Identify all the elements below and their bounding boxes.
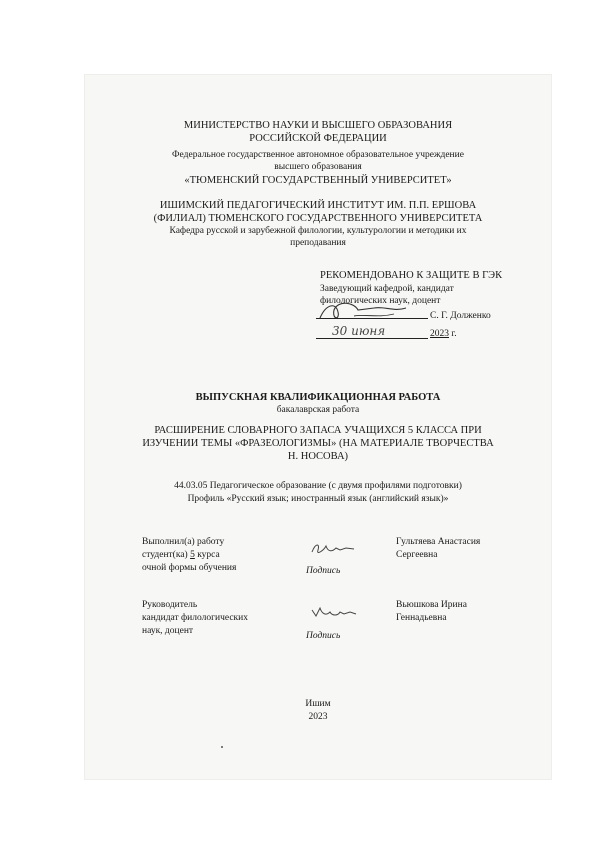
university-name: «ТЮМЕНСКИЙ ГОСУДАРСТВЕННЫЙ УНИВЕРСИТЕТ» bbox=[184, 175, 452, 186]
supervisor-line-1: Руководитель bbox=[142, 600, 198, 610]
work-type: ВЫПУСКНАЯ КВАЛИФИКАЦИОННАЯ РАБОТА bbox=[195, 392, 441, 403]
document-page bbox=[84, 74, 552, 780]
program-line-2: Профиль «Русский язык; иностранный язык (английский язык)» bbox=[187, 494, 449, 504]
institution-line-1: Федеральное государственное автономное образовательное учреждение bbox=[172, 150, 464, 160]
student-suffix: курса bbox=[197, 550, 220, 560]
supervisor-signature-icon bbox=[310, 604, 360, 622]
supervisor-signature-label: Подпись bbox=[306, 631, 341, 641]
institute-line-1: ИШИМСКИЙ ПЕДАГОГИЧЕСКИЙ ИНСТИТУТ ИМ. П.П. ЕРШОВА bbox=[159, 200, 477, 211]
supervisor-name-line-2: Геннадьевна bbox=[396, 613, 447, 623]
work-subtype: бакалаврская работа bbox=[276, 405, 360, 415]
department-line-1: Кафедра русской и зарубежной филологии, культурологии и методики их bbox=[169, 226, 467, 236]
department-line-2: преподавания bbox=[290, 238, 346, 248]
head-signature-icon bbox=[314, 298, 434, 326]
supervisor-name-line-1: Вьюшкова Ирина bbox=[396, 600, 467, 610]
handwritten-date: 30 июня bbox=[332, 324, 386, 338]
date-line bbox=[316, 338, 428, 339]
recommended-label: РЕКОМЕНДОВАНО К ЗАЩИТЕ В ГЭК bbox=[320, 270, 503, 281]
student-line-1: Выполнил(а) работу bbox=[142, 537, 225, 547]
program-line-1: 44.03.05 Педагогическое образование (с двумя профилями подготовки) bbox=[174, 481, 462, 491]
course-number: 5 bbox=[190, 550, 195, 560]
student-signature-label: Подпись bbox=[306, 566, 341, 576]
head-position-line-2: филологических наук, доцент bbox=[320, 296, 441, 306]
student-name-line-1: Гультяева Анастасия bbox=[396, 537, 481, 547]
student-signature-icon bbox=[310, 540, 360, 558]
head-position-line-1: Заведующий кафедрой, кандидат bbox=[320, 284, 454, 294]
student-name-line-2: Сергеевна bbox=[396, 550, 438, 560]
work-title-line-2: ИЗУЧЕНИИ ТЕМЫ «ФРАЗЕОЛОГИЗМЫ» (НА МАТЕРИАЛЕ ТВОРЧЕСТВА bbox=[142, 438, 494, 449]
approval-year: 2023 bbox=[430, 329, 449, 339]
approval-year-suffix: г. bbox=[451, 329, 457, 339]
ministry-line-1: МИНИСТЕРСТВО НАУКИ И ВЫСШЕГО ОБРАЗОВАНИЯ bbox=[183, 120, 453, 131]
work-title-line-1: РАСШИРЕНИЕ СЛОВАРНОГО ЗАПАСА УЧАЩИХСЯ 5 КЛАССА ПРИ bbox=[154, 425, 482, 436]
supervisor-line-3: наук, доцент bbox=[142, 626, 194, 636]
student-line-2 bbox=[142, 549, 220, 561]
head-name: С. Г. Долженко bbox=[430, 311, 491, 321]
institute-line-2: (ФИЛИАЛ) ТЮМЕНСКОГО ГОСУДАРСТВЕННОГО УНИВЕРСИТЕТА bbox=[153, 213, 483, 224]
institution-line-2: высшего образования bbox=[274, 162, 362, 172]
student-line-3: очной формы обучения bbox=[142, 563, 237, 573]
student-prefix: студент(ка) bbox=[142, 550, 188, 560]
work-title-line-3: Н. НОСОВА) bbox=[287, 451, 349, 462]
footer-city: Ишим bbox=[305, 699, 331, 709]
footer-year: 2023 bbox=[308, 712, 328, 722]
supervisor-line-2: кандидат филологических bbox=[142, 613, 248, 623]
ministry-line-2: РОССИЙСКОЙ ФЕДЕРАЦИИ bbox=[249, 133, 387, 144]
scan-speck bbox=[221, 746, 223, 748]
approval-year-wrap bbox=[430, 328, 457, 340]
